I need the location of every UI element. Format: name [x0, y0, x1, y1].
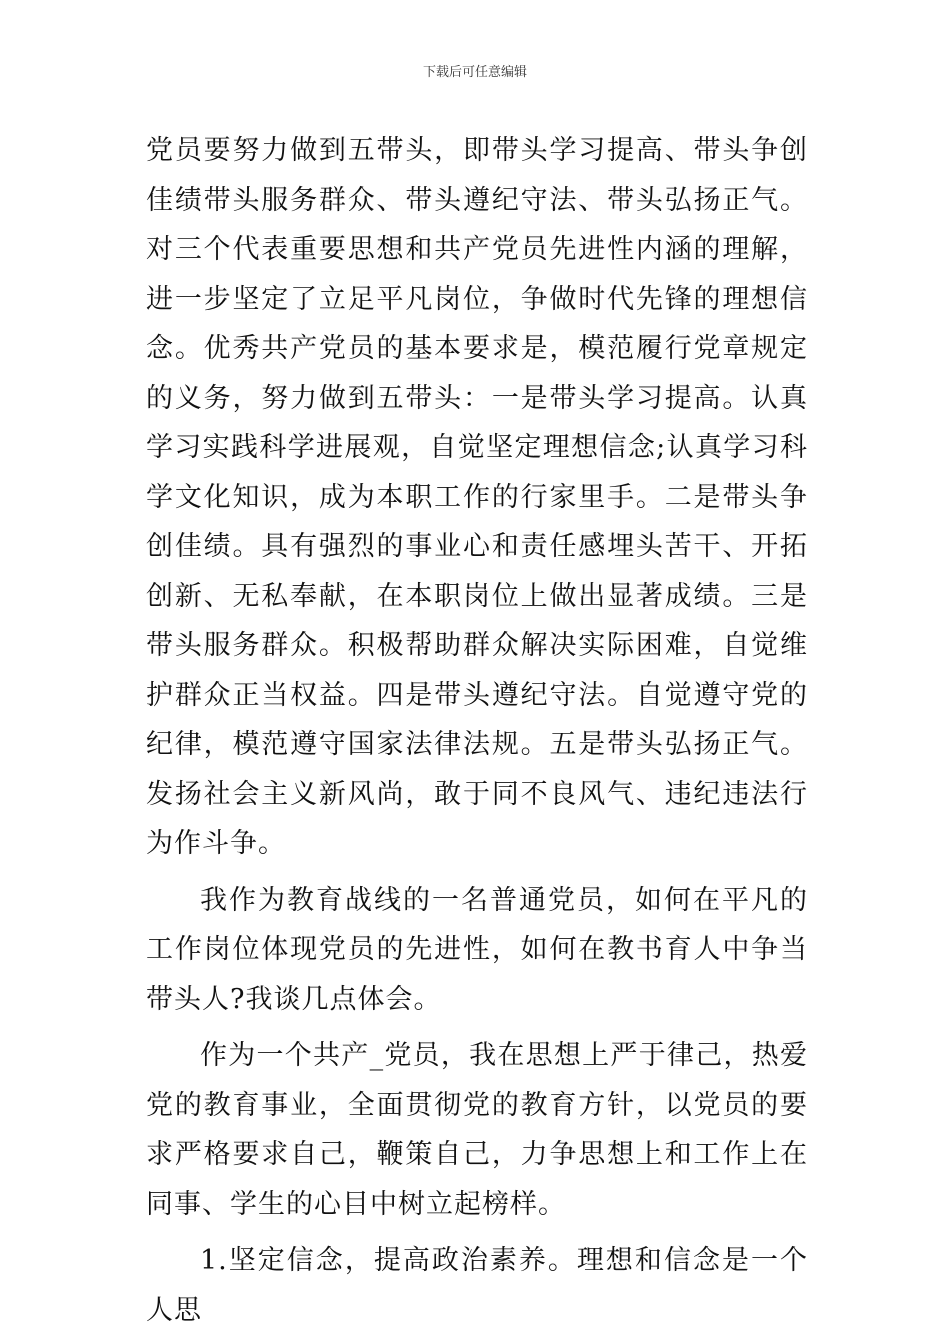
- paragraph-4: 1.坚定信念，提高政治素养。理想和信念是一个人思: [146, 1245, 808, 1326]
- document-body: [146, 126, 808, 1335]
- page-header-note: 下载后可任意编辑: [422, 65, 527, 80]
- paragraph-2: 我作为教育战线的一名普通党员，如何在平凡的工作岗位体现党员的先进性，如何在教书育人中争当带头人?我谈几点体会。: [146, 884, 808, 1015]
- paragraph-3: 作为一个共产_党员，我在思想上严于律己，热爱党的教育事业，全面贯彻党的教育方针，以党员的要求严格要求自己，鞭策自己，力争思想上和工作上在同事、学生的心目中树立起榜样。: [146, 1040, 808, 1220]
- paragraph-1: 党员要努力做到五带头，即带头学习提高、带头争创佳绩带头服务群众、带头遵纪守法、带头弘扬正气。对三个代表重要思想和共产党员先进性内涵的理解，进一步坚定了立足平凡岗位，争做时代先锋的理想信念。优秀共产党员的基本要求是，模范履行党章规定的义务，努力做到五带头：一是带头学习提高。认真学习实践科学进展观，自觉坚定理想信念;认真学习科学文化知识，成为本职工作的行家里手。二是带头争创佳绩。具有强烈的事业心和责任感埋头苦干、开拓创新、无私奉献，在本职岗位上做出显著成绩。三是带头服务群众。积极帮助群众解决实际困难，自觉维护群众正当权益。四是带头遵纪守法。自觉遵守党的纪律，模范遵守国家法律法规。五是带头弘扬正气。发扬社会主义新风尚，敢于同不良风气、违纪违法行为作斗争。: [146, 135, 808, 859]
